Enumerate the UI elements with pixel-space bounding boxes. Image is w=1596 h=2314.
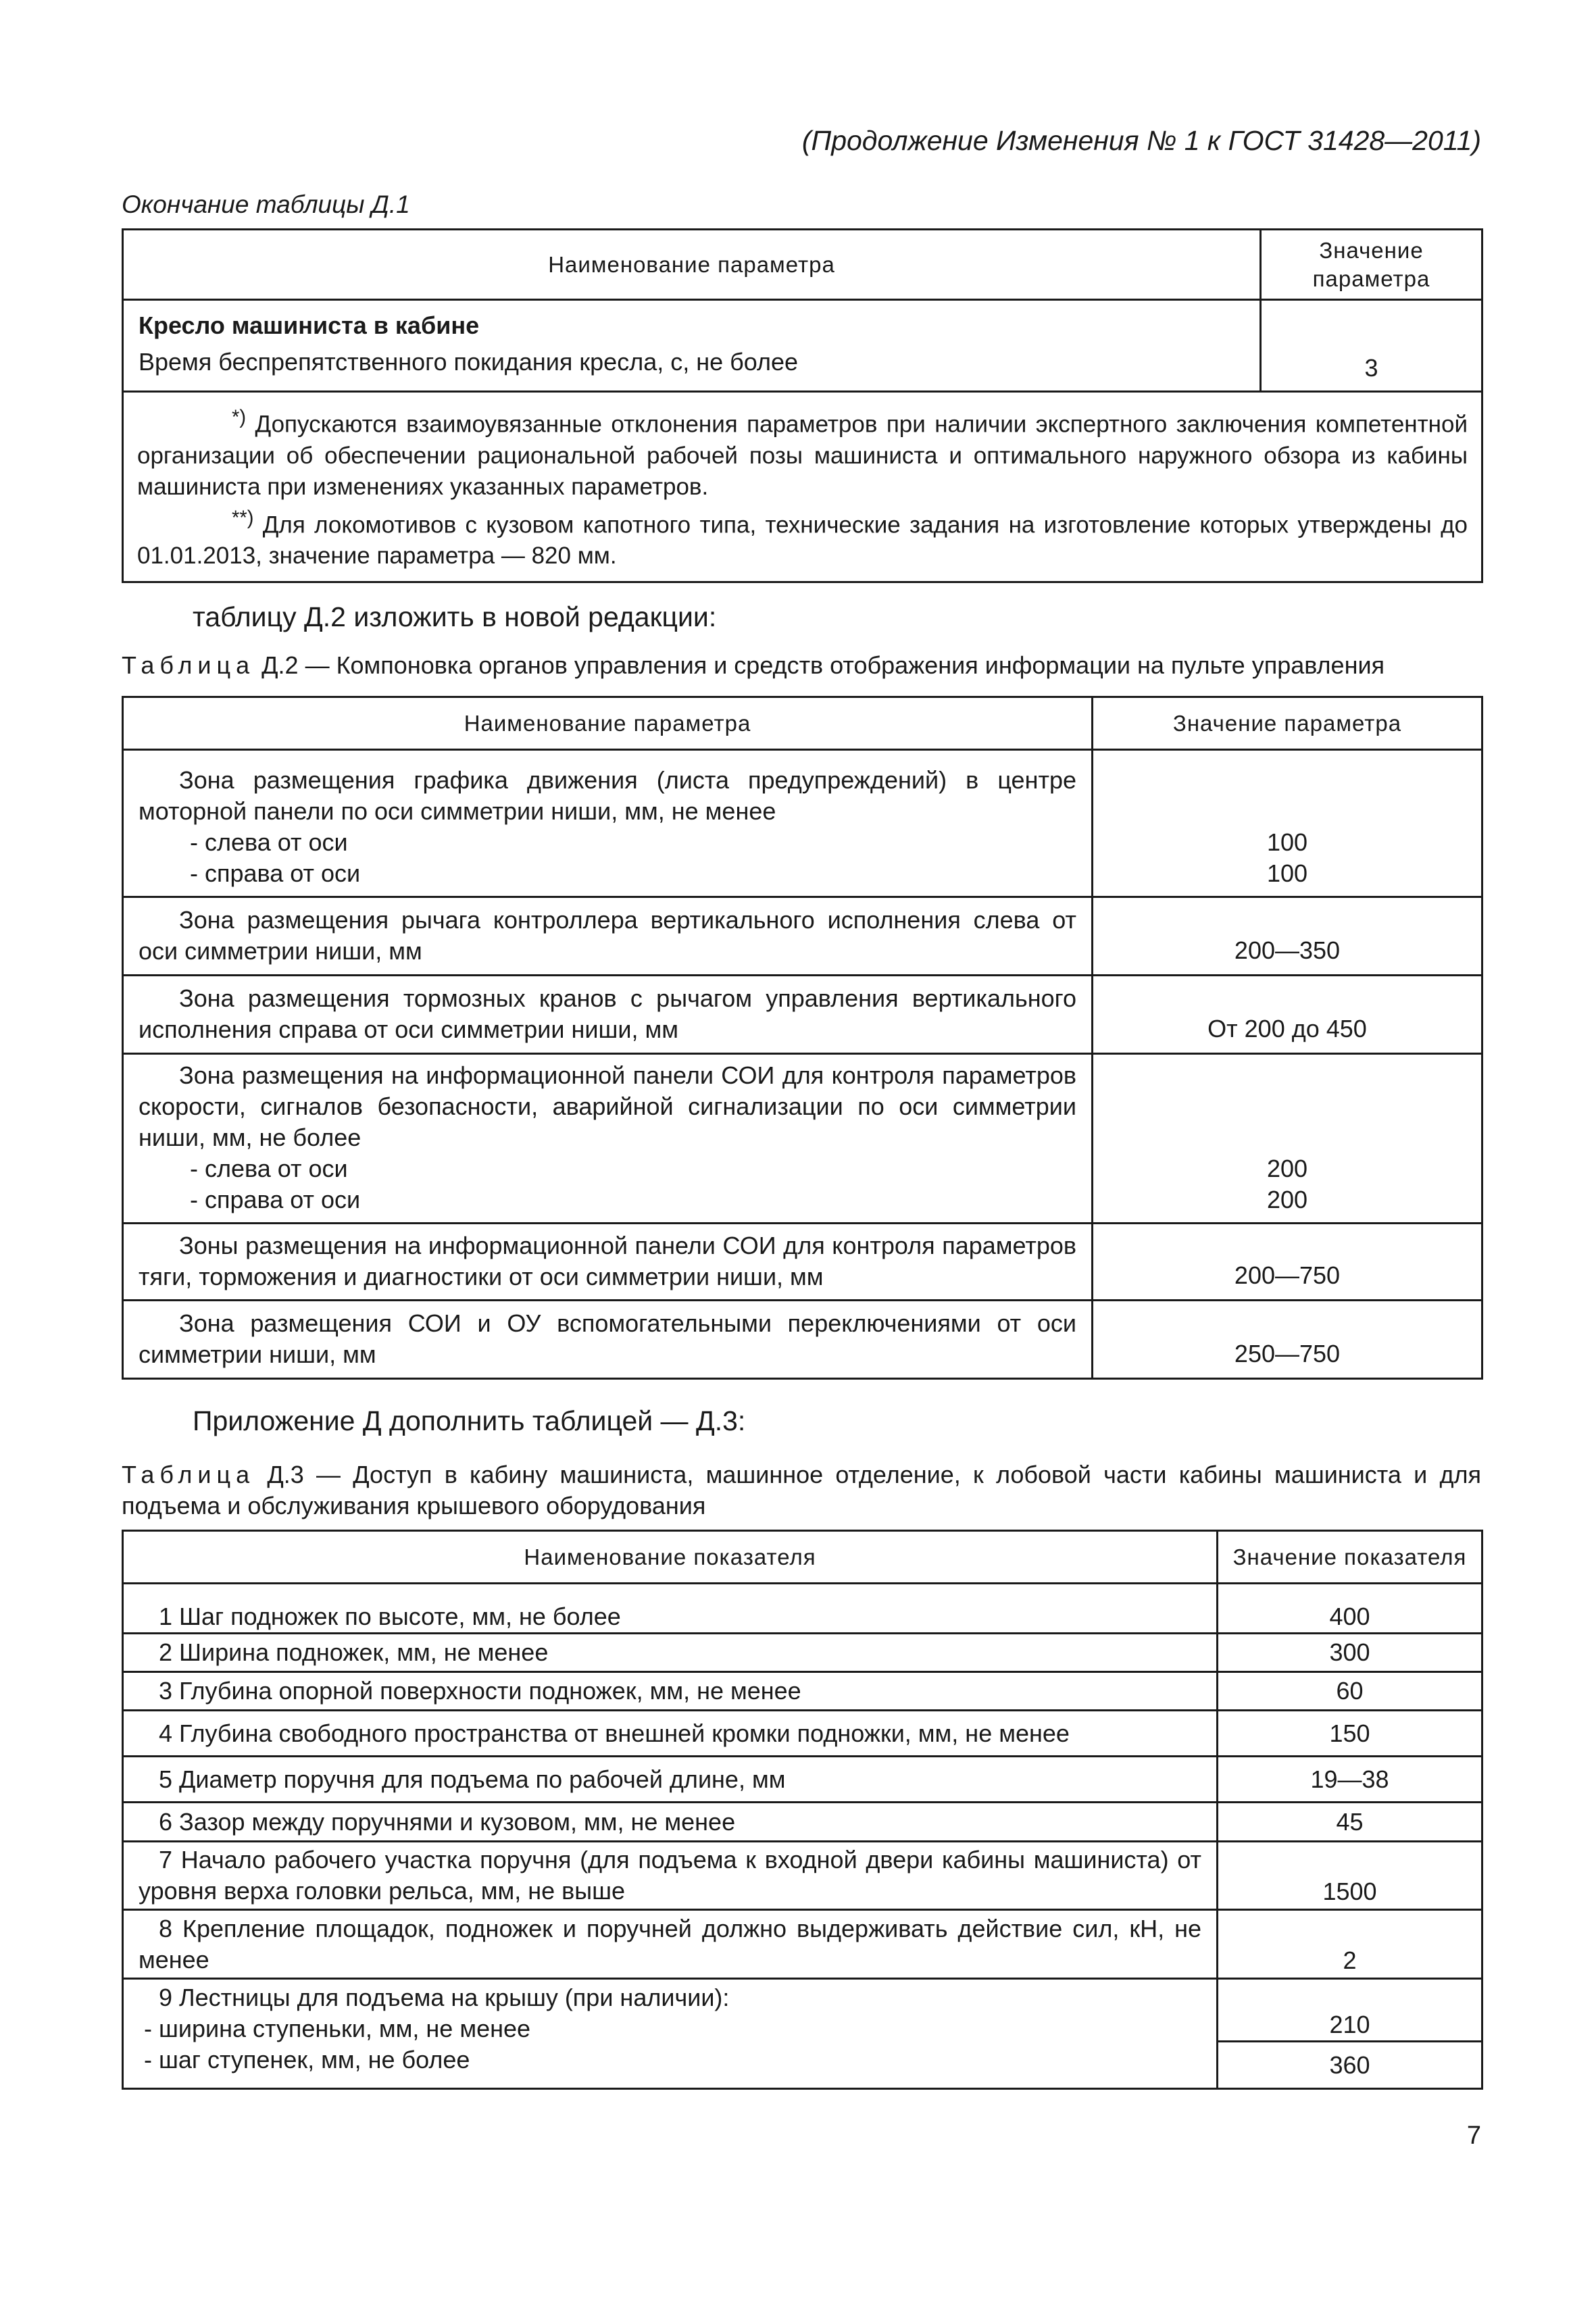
t2-col-value: Значение параметра [1093, 697, 1482, 750]
t2-row-2-value: 200—350 [1093, 897, 1482, 976]
t1-row-name: Время беспрепятственного покидания кресла, с, не более [139, 348, 799, 376]
t2-row-4-right: - справа от оси [190, 1186, 361, 1213]
t1-note2-mark: **) [232, 507, 254, 529]
table3-caption [122, 1459, 1481, 1521]
t2-row-4-text: Зона размещения на информационной панели СОИ для контроля параметров скорости, сигналов безопасности, аварийной сигнализации по оси симметрии ниши, мм, не более [139, 1061, 1076, 1151]
instruction-paragraph-2: Приложение Д дополнить таблицей — Д.3: [193, 1405, 746, 1436]
t1-row-cell [123, 300, 1261, 392]
t2-row-2-name: Зона размещения рычага контроллера вертикального исполнения слева от оси симметрии ниши, мм [123, 897, 1093, 976]
t3-row-9-value-width: 210 [1218, 1979, 1482, 2042]
t2-row-4-left: - слева от оси [190, 1155, 348, 1182]
t3-row-1-name: 1 Шаг подножек по высоте, мм, не более [123, 1584, 1218, 1634]
table-d3 [122, 1530, 1483, 2090]
t1-row-value: 3 [1261, 300, 1482, 392]
t3-row-4-name: 4 Глубина свободного пространства от внешней кромки подножки, мм, не менее [123, 1711, 1218, 1757]
table3-caption-text: Д.3 — Доступ в кабину машиниста, машинное отделение, к лобовой части кабины машиниста и для подъема и обслуживания крышевого оборудования [122, 1461, 1481, 1519]
t3-row-9-title: 9 Лестницы для подъема на крышу (при наличии): [159, 1984, 730, 2011]
t2-row-5-value: 200—750 [1093, 1224, 1482, 1301]
table2-caption-text: Д.2 — Компоновка органов управления и средств отображения информации на пульте управления [255, 651, 1385, 679]
t3-row-5-value: 19—38 [1218, 1757, 1482, 1803]
page-number: 7 [1466, 2121, 1481, 2150]
t2-row-1-name [123, 750, 1093, 897]
t3-row-2-name: 2 Ширина подножек, мм, не менее [123, 1634, 1218, 1672]
t1-note1-mark: *) [232, 407, 247, 428]
t2-row-5-name: Зоны размещения на информационной панели СОИ для контроля параметров тяги, торможения и диагностики от оси симметрии ниши, мм [123, 1224, 1093, 1301]
table2-caption-word: Таблица [122, 651, 255, 679]
t2-row-1-value-right: 100 [1266, 859, 1308, 887]
t2-row-1-right: - справа от оси [190, 859, 361, 887]
t3-col-value: Значение показателя [1218, 1531, 1482, 1584]
t3-row-3-name: 3 Глубина опорной поверхности подножек, мм, не менее [123, 1672, 1218, 1711]
t1-notes [123, 392, 1482, 582]
t3-row-9-name [123, 1979, 1218, 2089]
t1-note1-text: Допускаются взаимоувязанные отклонения параметров при наличии экспертного заключения компетентной организации об обеспечении рациональной рабочей позы машиниста и оптимального наружного обзора из кабины машиниста при изменениях указанных параметров. [137, 411, 1468, 500]
t2-row-3-value: От 200 до 450 [1093, 976, 1482, 1054]
t1-section-title: Кресло машиниста в кабине [139, 311, 480, 339]
t1-note2-text: Для локомотивов с кузовом капотного типа, технические задания на изготовление которых утверждены до 01.01.2013, значение параметра — 820 мм. [137, 511, 1468, 570]
t3-row-5-name: 5 Диаметр поручня для подъема по рабочей длине, мм [123, 1757, 1218, 1803]
t2-row-4-value [1093, 1054, 1482, 1224]
t3-col-name: Наименование показателя [123, 1531, 1218, 1584]
t2-row-4-name [123, 1054, 1093, 1224]
t3-row-3-value: 60 [1218, 1672, 1482, 1711]
table-d1-end [122, 228, 1483, 583]
t2-row-1-value [1093, 750, 1482, 897]
t2-row-6-value: 250—750 [1093, 1301, 1482, 1379]
t2-row-4-value-left: 200 [1266, 1155, 1308, 1182]
table3-caption-word: Таблица [122, 1461, 255, 1488]
t3-row-7-name: 7 Начало рабочего участка поручня (для подъема к входной двери кабины машиниста) от уровня верха головки рельса, мм, не выше [123, 1842, 1218, 1910]
t3-row-8-value: 2 [1218, 1910, 1482, 1979]
t2-row-6-name: Зона размещения СОИ и ОУ вспомогательными переключениями от оси симметрии ниши, мм [123, 1301, 1093, 1379]
t3-row-9-step: - шаг ступенек, мм, не более [144, 2046, 470, 2073]
t1-col-value-line1: Значение [1319, 237, 1424, 263]
t3-row-7-value: 1500 [1218, 1842, 1482, 1910]
t3-row-6-name: 6 Зазор между поручнями и кузовом, мм, не менее [123, 1803, 1218, 1842]
t1-col-value-line2: параметра [1312, 266, 1430, 291]
t2-row-1-left: - слева от оси [190, 828, 348, 856]
t3-row-9-width: - ширина ступеньки, мм, не менее [144, 2015, 531, 2042]
t1-col-name: Наименование параметра [123, 230, 1261, 300]
table-d2 [122, 696, 1483, 1380]
t3-row-6-value: 45 [1218, 1803, 1482, 1842]
t3-row-8-name: 8 Крепление площадок, подножек и поручней должно выдерживать действие сил, кН, не менее [123, 1910, 1218, 1979]
t1-note2 [137, 503, 1468, 572]
t2-row-1-value-left: 100 [1266, 828, 1308, 856]
t3-row-4-value: 150 [1218, 1711, 1482, 1757]
table2-caption [122, 650, 1385, 681]
t2-col-name: Наименование параметра [123, 697, 1093, 750]
t2-row-4-value-right: 200 [1266, 1186, 1308, 1213]
table1-caption: Окончание таблицы Д.1 [122, 191, 410, 218]
instruction-paragraph-1: таблицу Д.2 изложить в новой редакции: [193, 601, 717, 632]
t1-note1 [137, 402, 1468, 503]
t3-row-1-value: 400 [1218, 1584, 1482, 1634]
t3-row-2-value: 300 [1218, 1634, 1482, 1672]
t2-row-1-text: Зона размещения графика движения (листа предупреждений) в центре моторной панели по оси симметрии ниши, мм, не менее [139, 766, 1076, 825]
t2-row-3-name: Зона размещения тормозных кранов с рычагом управления вертикального исполнения справа от оси симметрии ниши, мм [123, 976, 1093, 1054]
document-header: (Продолжение Изменения № 1 к ГОСТ 31428—2011) [801, 125, 1481, 156]
t1-col-value [1261, 230, 1482, 300]
t3-row-9-value-step: 360 [1218, 2042, 1482, 2089]
